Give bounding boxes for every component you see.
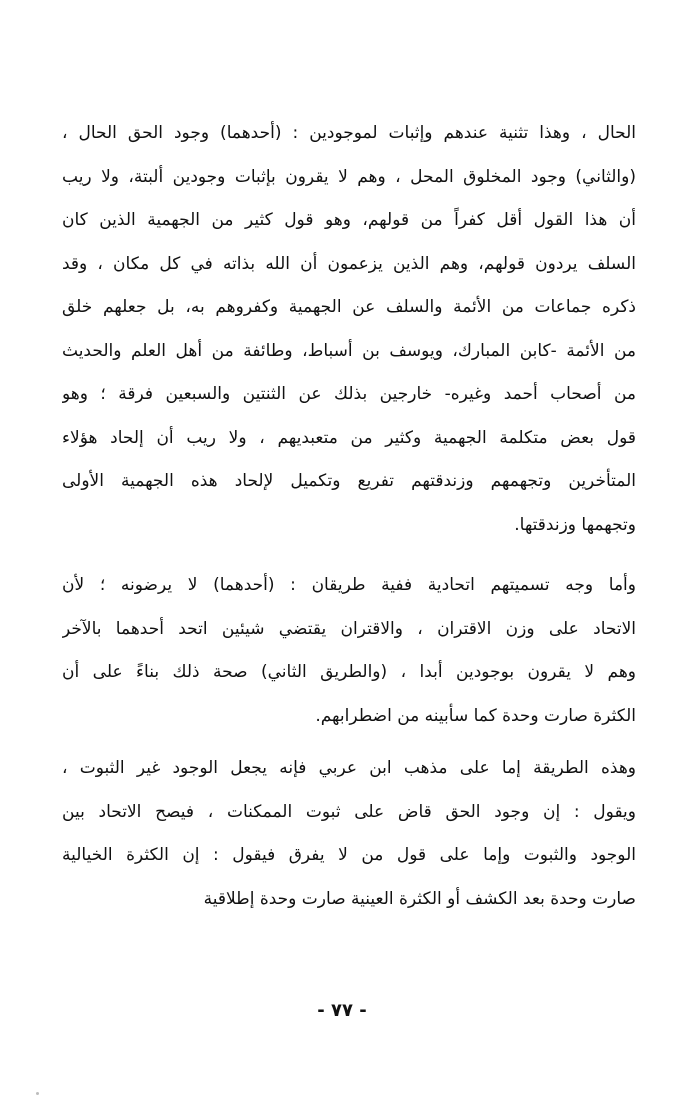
paragraph-1: [62, 112, 636, 547]
paragraph-2: [62, 564, 636, 738]
page-number: - ٧٧ -: [317, 1000, 367, 1021]
text-line: أن هذا القول أقل كفراً من قولهم، وهو قول كثير من الجهمية الذين كان: [62, 210, 636, 230]
text-line: وتجهمها وزندقتها.: [514, 514, 636, 535]
text-line: الحال ، وهذا تثنية عندهم وإثبات لموجودين : (أحدهما) وجود الحق الحال ،: [62, 123, 636, 143]
text-line: ذكره جماعات من الأئمة والسلف عن الجهمية وكفروهم به، بل جعلهم خلق: [62, 297, 636, 317]
text-line: الوجود والثبوت وإما على قول من لا يفرق فيقول : إن الكثرة الخيالية: [62, 845, 636, 865]
text-line: من أصحاب أحمد وغيره- خارجين بذلك عن الثنتين والسبعين فرقة ؛ وهو: [62, 384, 636, 404]
text-line: الكثرة صارت وحدة كما سأبينه من اضطرابهم.: [315, 705, 636, 726]
text-line: (والثاني) وجود المخلوق المحل ، وهم لا يقرون بإثبات وجودين ألبتة، ولا ريب: [62, 166, 636, 187]
text-line: الاتحاد على وزن الاقتران ، والاقتران يقتضي شيئين اتحد أحدهما بالآخر: [62, 618, 636, 639]
text-line: صارت وحدة بعد الكشف أو الكثرة العينية صارت وحدة إطلاقية: [203, 888, 636, 909]
text-line: ويقول : إن وجود الحق قاض على ثبوت الممكنات ، فيصح الاتحاد بين: [62, 801, 636, 822]
text-line: السلف يردون قولهم، وهم الذين يزعمون أن الله بذاته في كل مكان ، وقد: [62, 253, 636, 274]
scan-speck: [36, 1092, 39, 1095]
text-line: المتأخرين وتجهمهم وزندقتهم تفريع وتكميل لإلحاد هذه الجهمية الأولى: [62, 471, 636, 491]
text-line: وأما وجه تسميتهم اتحادية ففية طريقان : (أحدهما) لا يرضونه ؛ لأن: [62, 575, 636, 595]
text-line: من الأئمة -كابن المبارك، ويوسف بن أسباط، وطائفة من أهل العلم والحديث: [62, 340, 636, 361]
text-line: وهم لا يقرون بوجودين أبدا ، (والطريق الثاني) صحة ذلك بناءً على أن: [62, 662, 636, 682]
text-line: قول بعض متكلمة الجهمية وكثير من متعبديهم ، ولا ريب أن إلحاد هؤلاء: [62, 427, 636, 448]
text-line: وهذه الطريقة إما على مذهب ابن عربي فإنه يجعل الوجود غير الثبوت ،: [62, 758, 636, 778]
paragraph-3: [62, 747, 636, 921]
